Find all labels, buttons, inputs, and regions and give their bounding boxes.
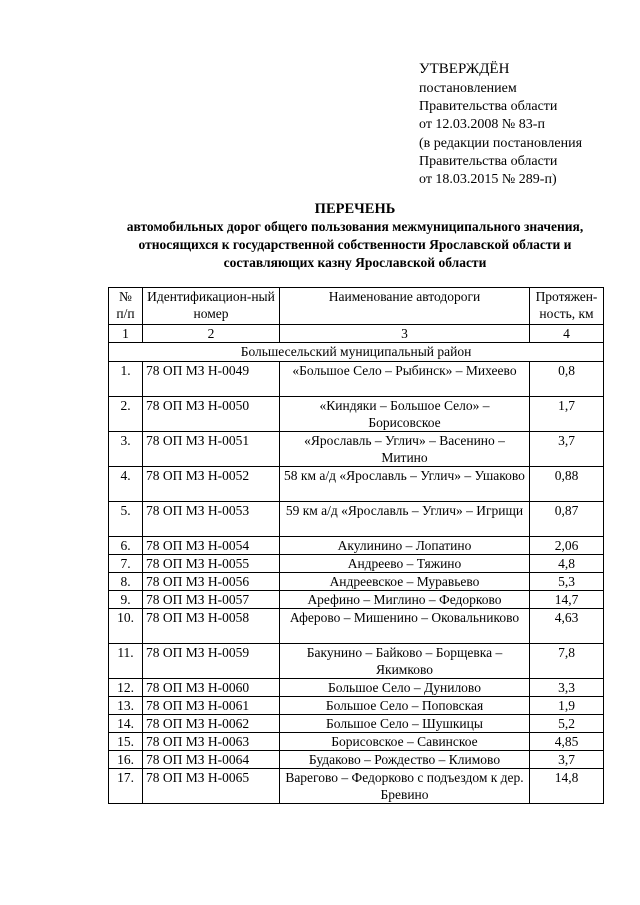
road-length: 14,8 — [530, 769, 604, 804]
row-number: 8. — [109, 573, 143, 591]
row-number: 4. — [109, 467, 143, 502]
approval-block — [419, 58, 629, 189]
road-id: 78 ОП МЗ Н-0050 — [143, 397, 280, 432]
approval-heading: УТВЕРЖДЁН — [419, 61, 510, 77]
table-row — [109, 769, 604, 804]
document-subtitle: автомобильных дорог общего пользования межмуниципального значения, относящихся к государственной собственности Ярославской области и составляющих казну Ярославской области — [126, 219, 584, 270]
road-name: Бакунино – Байково – Борщевка – Якимково — [280, 644, 530, 679]
road-id: 78 ОП МЗ Н-0064 — [143, 751, 280, 769]
row-number: 7. — [109, 555, 143, 573]
approval-line: от 12.03.2008 № 83-п — [419, 117, 545, 133]
table-row — [109, 467, 604, 502]
road-length: 3,7 — [530, 751, 604, 769]
row-number: 9. — [109, 591, 143, 609]
header-number: № п/п — [109, 288, 143, 325]
road-length: 3,3 — [530, 679, 604, 697]
road-length: 0,87 — [530, 502, 604, 537]
road-length: 1,9 — [530, 697, 604, 715]
road-length: 14,7 — [530, 591, 604, 609]
road-id: 78 ОП МЗ Н-0061 — [143, 697, 280, 715]
road-length: 5,3 — [530, 573, 604, 591]
row-number: 1. — [109, 362, 143, 397]
table-header-row — [109, 288, 604, 325]
column-number: 1 — [109, 325, 143, 343]
road-length: 5,2 — [530, 715, 604, 733]
road-name: 59 км а/д «Ярославль – Углич» – Игрищи — [280, 502, 530, 537]
table-row — [109, 591, 604, 609]
road-id: 78 ОП МЗ Н-0056 — [143, 573, 280, 591]
table-row — [109, 432, 604, 467]
road-name: Борисовское – Савинское — [280, 733, 530, 751]
table-row — [109, 609, 604, 644]
column-number-row — [109, 325, 604, 343]
road-id: 78 ОП МЗ Н-0065 — [143, 769, 280, 804]
approval-line: (в редакции постановления — [419, 135, 583, 151]
road-length: 3,7 — [530, 432, 604, 467]
row-number: 13. — [109, 697, 143, 715]
table-row — [109, 697, 604, 715]
table-row — [109, 644, 604, 679]
table-row — [109, 502, 604, 537]
table-row — [109, 751, 604, 769]
approval-line: постановлением — [419, 81, 517, 96]
row-number: 5. — [109, 502, 143, 537]
road-length: 4,85 — [530, 733, 604, 751]
road-length: 2,06 — [530, 537, 604, 555]
road-id: 78 ОП МЗ Н-0062 — [143, 715, 280, 733]
header-id: Идентификацион-ный номер — [143, 288, 280, 325]
document-heading — [108, 200, 602, 272]
road-id: 78 ОП МЗ Н-0060 — [143, 679, 280, 697]
road-length: 0,88 — [530, 467, 604, 502]
road-length: 4,63 — [530, 609, 604, 644]
table-row — [109, 715, 604, 733]
road-id: 78 ОП МЗ Н-0057 — [143, 591, 280, 609]
table-row — [109, 573, 604, 591]
row-number: 15. — [109, 733, 143, 751]
road-name: Андреево – Тяжино — [280, 555, 530, 573]
road-name: «Ярославль – Углич» – Васенино – Митино — [280, 432, 530, 467]
road-name: 58 км а/д «Ярославль – Углич» – Ушаково — [280, 467, 530, 502]
road-name: Большое Село – Шушкицы — [280, 715, 530, 733]
table-row — [109, 733, 604, 751]
road-name: Варегово – Федорково с подъездом к дер. Бревино — [280, 769, 530, 804]
table-row — [109, 555, 604, 573]
row-number: 3. — [109, 432, 143, 467]
row-number: 16. — [109, 751, 143, 769]
district-row — [109, 343, 604, 362]
header-length: Протяжен-ность, км — [530, 288, 604, 325]
row-number: 11. — [109, 644, 143, 679]
road-id: 78 ОП МЗ Н-0052 — [143, 467, 280, 502]
road-length: 0,8 — [530, 362, 604, 397]
road-id: 78 ОП МЗ Н-0049 — [143, 362, 280, 397]
approval-line: Правительства области — [419, 153, 558, 169]
row-number: 17. — [109, 769, 143, 804]
row-number: 6. — [109, 537, 143, 555]
road-name: Андреевское – Муравьево — [280, 573, 530, 591]
column-number: 2 — [143, 325, 280, 343]
road-length: 7,8 — [530, 644, 604, 679]
road-length: 1,7 — [530, 397, 604, 432]
approval-line: от 18.03.2015 № 289-п) — [419, 172, 557, 188]
road-id: 78 ОП МЗ Н-0063 — [143, 733, 280, 751]
header-name: Наименование автодороги — [280, 288, 530, 325]
road-name: Акулинино – Лопатино — [280, 537, 530, 555]
table-row — [109, 537, 604, 555]
row-number: 14. — [109, 715, 143, 733]
road-name: Аферово – Мишенино – Оковальниково — [280, 609, 530, 644]
row-number: 12. — [109, 679, 143, 697]
road-name: Большое Село – Поповская — [280, 697, 530, 715]
road-id: 78 ОП МЗ Н-0053 — [143, 502, 280, 537]
road-name: Большое Село – Дунилово — [280, 679, 530, 697]
column-number: 4 — [530, 325, 604, 343]
road-id: 78 ОП МЗ Н-0054 — [143, 537, 280, 555]
table-row — [109, 679, 604, 697]
district-name: Большесельский муниципальный район — [109, 343, 604, 362]
road-id: 78 ОП МЗ Н-0058 — [143, 609, 280, 644]
row-number: 10. — [109, 609, 143, 644]
road-id: 78 ОП МЗ Н-0051 — [143, 432, 280, 467]
road-name: Будаково – Рождество – Климово — [280, 751, 530, 769]
road-length: 4,8 — [530, 555, 604, 573]
road-id: 78 ОП МЗ Н-0059 — [143, 644, 280, 679]
road-name: Арефино – Миглино – Федорково — [280, 591, 530, 609]
column-number: 3 — [280, 325, 530, 343]
table-row — [109, 362, 604, 397]
row-number: 2. — [109, 397, 143, 432]
road-id: 78 ОП МЗ Н-0055 — [143, 555, 280, 573]
approval-line: Правительства области — [419, 99, 558, 115]
table-row — [109, 397, 604, 432]
road-name: «Киндяки – Большое Село» – Борисовское — [280, 397, 530, 432]
document-title: ПЕРЕЧЕНЬ — [314, 201, 396, 217]
road-name: «Большое Село – Рыбинск» – Михеево — [280, 362, 530, 397]
roads-table — [108, 287, 604, 804]
